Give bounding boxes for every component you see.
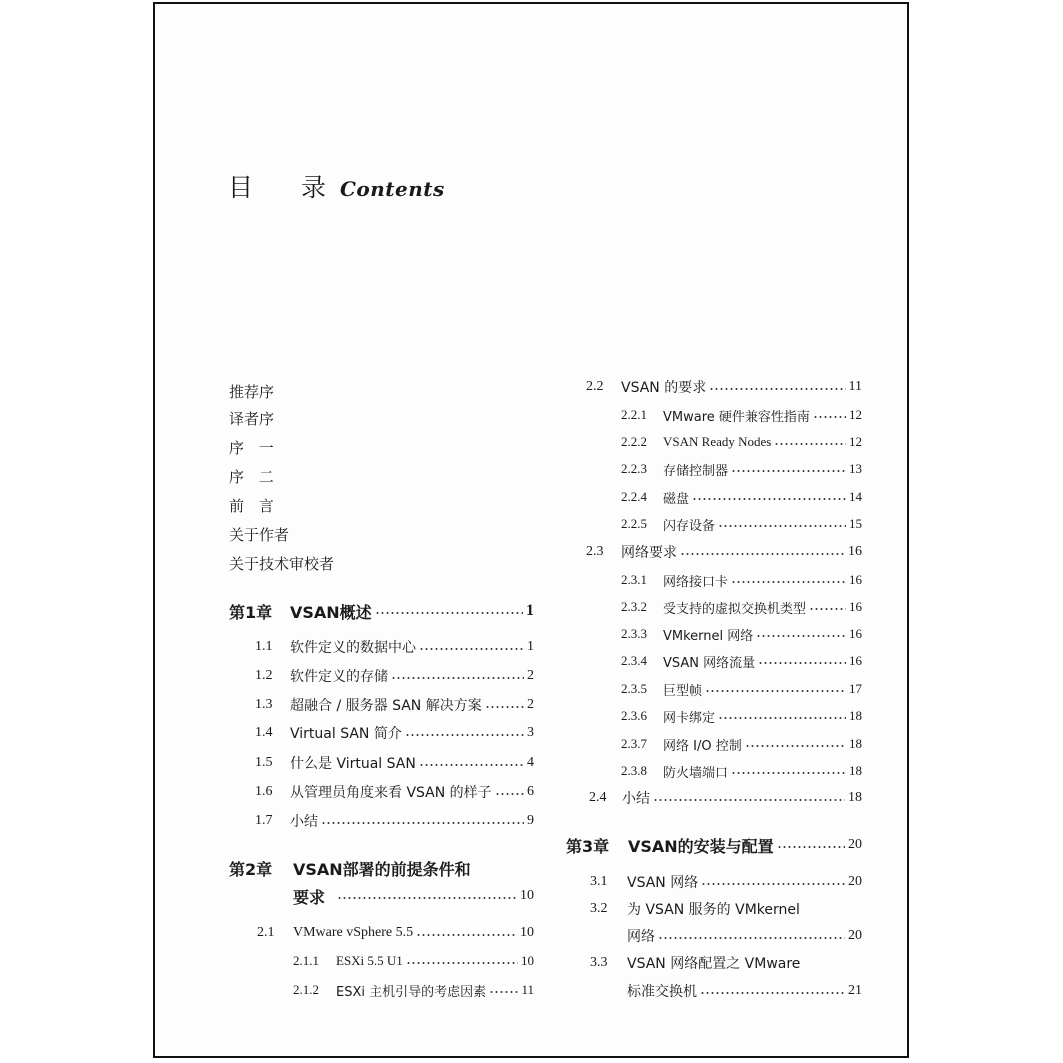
front-matter-item: 推荐序 xyxy=(229,383,275,401)
dot-leader xyxy=(705,680,846,698)
entry-number: 2.3.5 xyxy=(621,681,647,696)
dot-leader xyxy=(731,571,846,589)
toc-subentry xyxy=(621,406,862,424)
chapter-number: 第3章 xyxy=(566,836,610,856)
toc-entry xyxy=(255,753,534,773)
toc-title: 目 录 xyxy=(228,173,346,202)
entry-number: 2.2.4 xyxy=(621,489,647,504)
page-number: 16 xyxy=(849,653,862,668)
entry-title: 巨型帧 xyxy=(663,683,703,699)
toc-subentry xyxy=(621,433,862,451)
toc-entry xyxy=(586,377,862,397)
entry-number: 3.1 xyxy=(590,874,608,889)
page-number: 10 xyxy=(521,953,534,968)
toc-subentry xyxy=(621,652,862,670)
entry-title: 为 VSAN 服务的 VMkernel xyxy=(627,902,800,918)
front-matter-item: 序 二 xyxy=(229,468,274,486)
entry-number: 2.2.1 xyxy=(621,407,647,422)
front-matter-item: 序 一 xyxy=(229,439,274,457)
page-number: 16 xyxy=(849,599,862,614)
dot-leader xyxy=(756,625,846,643)
toc-subtitle: Contents xyxy=(339,177,445,201)
toc-subentry xyxy=(621,625,862,643)
dot-leader xyxy=(777,834,845,856)
entry-title: 小结 xyxy=(290,814,318,830)
entry-title: VMware vSphere 5.5 xyxy=(293,925,414,940)
page-number: 20 xyxy=(848,837,862,852)
dot-leader xyxy=(416,923,517,943)
entry-title: 从管理员角度来看 VSAN 的样子 xyxy=(290,785,492,801)
entry-title: VMware 硬件兼容性指南 xyxy=(663,409,810,425)
dot-leader xyxy=(731,762,846,780)
page-number: 9 xyxy=(527,813,534,828)
page-number: 15 xyxy=(849,516,862,531)
toc-entry xyxy=(257,923,534,943)
dot-leader xyxy=(485,695,524,715)
entry-number: 3.2 xyxy=(590,901,608,916)
dot-leader xyxy=(419,637,524,657)
entry-title: 闪存设备 xyxy=(663,518,716,534)
dot-leader xyxy=(809,598,846,616)
entry-number: 2.3 xyxy=(586,544,604,559)
entry-number: 2.3.3 xyxy=(621,626,647,641)
entry-number: 2.3.2 xyxy=(621,599,647,614)
entry-title: VMkernel 网络 xyxy=(663,628,754,644)
entry-number: 2.1.2 xyxy=(293,982,319,997)
dot-leader xyxy=(718,707,846,725)
entry-title: VSAN 网络配置之 VMware xyxy=(627,956,801,972)
toc-subentry xyxy=(293,952,534,970)
chapter-title: VSAN部署的前提条件和 xyxy=(293,859,471,879)
entry-title: VSAN 网络流量 xyxy=(663,655,756,671)
entry-number: 1.5 xyxy=(255,755,273,770)
entry-title: 防火墙端口 xyxy=(663,765,729,781)
chapter-title-continued: 要求 xyxy=(293,887,326,907)
toc-subentry xyxy=(621,680,862,698)
page-number: 3 xyxy=(527,725,534,740)
entry-title: 软件定义的存储 xyxy=(290,669,388,685)
page-number: 11 xyxy=(521,982,534,997)
toc-entry xyxy=(590,899,862,919)
entry-title: 存储控制器 xyxy=(663,463,729,479)
page-number: 2 xyxy=(527,697,534,712)
toc-subentry xyxy=(621,515,862,533)
entry-title: 软件定义的数据中心 xyxy=(290,640,416,656)
dot-leader xyxy=(718,515,846,533)
page-number: 10 xyxy=(520,888,534,903)
page-number: 16 xyxy=(848,544,862,559)
entry-number: 2.3.8 xyxy=(621,763,647,778)
toc-heading xyxy=(228,168,445,202)
entry-number: 2.2.2 xyxy=(621,434,647,449)
entry-number: 2.3.1 xyxy=(621,572,647,587)
entry-number: 2.1.1 xyxy=(293,953,319,968)
entry-title: VSAN 网络 xyxy=(627,875,699,891)
toc-subentry xyxy=(621,707,862,725)
dot-leader xyxy=(653,788,845,808)
toc-subentry xyxy=(621,488,862,506)
dot-leader xyxy=(489,981,518,999)
front-matter-item: 前 言 xyxy=(229,497,274,515)
page-number: 21 xyxy=(848,983,862,998)
toc-subentry xyxy=(621,735,862,753)
chapter-title: VSAN的安装与配置 xyxy=(628,836,774,856)
entry-number: 2.4 xyxy=(589,790,607,805)
toc-entry xyxy=(255,695,534,715)
entry-title: ESXi 主机引导的考虑因素 xyxy=(336,984,487,1000)
dot-leader xyxy=(745,735,846,753)
dot-leader xyxy=(405,723,524,743)
page-number: 13 xyxy=(849,461,862,476)
dot-leader xyxy=(391,666,524,686)
toc-entry xyxy=(589,788,862,808)
entry-number: 2.2.3 xyxy=(621,461,647,476)
entry-number: 1.2 xyxy=(255,668,273,683)
entry-title-continued: 标准交换机 xyxy=(627,984,697,1000)
toc-entry xyxy=(255,811,534,831)
toc-chapter-continued xyxy=(293,885,534,907)
dot-leader xyxy=(709,377,845,397)
page-number: 1 xyxy=(526,602,534,619)
dot-leader xyxy=(680,542,845,562)
page-number: 17 xyxy=(849,681,862,696)
page-number: 10 xyxy=(520,925,534,940)
dot-leader xyxy=(406,952,518,970)
entry-title: 网络 I/O 控制 xyxy=(663,738,742,754)
front-matter-item: 关于技术审校者 xyxy=(229,555,335,573)
entry-title: 网络要求 xyxy=(621,545,677,561)
entry-title: 什么是 Virtual SAN xyxy=(290,756,416,772)
page-number: 18 xyxy=(849,736,862,751)
toc-subentry xyxy=(621,571,862,589)
entry-number: 2.2.5 xyxy=(621,516,647,531)
entry-title: VSAN Ready Nodes xyxy=(663,434,772,449)
entry-title-continued: 网络 xyxy=(627,929,655,945)
toc-chapter xyxy=(229,857,534,879)
dot-leader xyxy=(321,811,524,831)
toc-entry xyxy=(255,637,534,657)
toc-subentry xyxy=(621,460,862,478)
toc-chapter xyxy=(229,600,534,622)
dot-leader xyxy=(337,885,517,907)
dot-leader xyxy=(692,488,846,506)
entry-title: 网卡绑定 xyxy=(663,710,716,726)
dot-leader xyxy=(700,981,845,1001)
toc-entry-continued xyxy=(627,981,862,1001)
entry-title: ESXi 5.5 U1 xyxy=(336,953,403,968)
toc-subentry xyxy=(293,981,534,999)
toc-chapter xyxy=(566,834,862,856)
page-number: 16 xyxy=(849,572,862,587)
page-number: 12 xyxy=(849,407,862,422)
toc-entry xyxy=(586,542,862,562)
dot-leader xyxy=(375,600,523,622)
toc-entry xyxy=(255,782,534,802)
dot-leader xyxy=(701,872,845,892)
dot-leader xyxy=(658,926,845,946)
entry-number: 3.3 xyxy=(590,955,608,970)
page-number: 2 xyxy=(527,668,534,683)
page-number: 18 xyxy=(849,763,862,778)
chapter-number: 第1章 xyxy=(229,602,273,622)
toc-entry-continued xyxy=(627,926,862,946)
page-number: 6 xyxy=(527,784,534,799)
toc-entry xyxy=(255,723,534,743)
page-number: 1 xyxy=(527,639,534,654)
chapter-title: VSAN概述 xyxy=(290,602,372,622)
toc-subentry xyxy=(621,762,862,780)
entry-number: 1.3 xyxy=(255,697,273,712)
dot-leader xyxy=(419,753,524,773)
entry-title: 超融合 / 服务器 SAN 解决方案 xyxy=(290,698,482,714)
page-number: 14 xyxy=(849,489,862,504)
page-number: 18 xyxy=(849,708,862,723)
entry-title: VSAN 的要求 xyxy=(621,380,707,396)
entry-title: 网络接口卡 xyxy=(663,574,729,590)
entry-number: 2.1 xyxy=(257,925,275,940)
entry-number: 2.3.4 xyxy=(621,653,647,668)
entry-number: 2.3.7 xyxy=(621,736,647,751)
entry-number: 2.3.6 xyxy=(621,708,647,723)
entry-title: 受支持的虚拟交换机类型 xyxy=(663,601,807,617)
page-number: 12 xyxy=(849,434,862,449)
chapter-number: 第2章 xyxy=(229,859,273,879)
dot-leader xyxy=(813,406,846,424)
page-number: 20 xyxy=(848,874,862,889)
entry-number: 1.1 xyxy=(255,639,273,654)
toc-entry xyxy=(590,953,862,973)
page-number: 11 xyxy=(848,379,862,394)
toc-subentry xyxy=(621,598,862,616)
entry-number: 1.7 xyxy=(255,813,273,828)
dot-leader xyxy=(495,782,524,802)
front-matter-item: 译者序 xyxy=(229,410,275,428)
dot-leader xyxy=(774,433,846,451)
entry-title: Virtual SAN 简介 xyxy=(290,726,402,742)
entry-title: 小结 xyxy=(622,791,650,807)
toc-entry xyxy=(255,666,534,686)
page-number: 20 xyxy=(848,928,862,943)
front-matter-item: 关于作者 xyxy=(229,526,290,544)
toc-entry xyxy=(590,872,862,892)
dot-leader xyxy=(758,652,846,670)
page-number: 4 xyxy=(527,755,534,770)
dot-leader xyxy=(731,460,846,478)
entry-number: 1.6 xyxy=(255,784,273,799)
entry-title: 磁盘 xyxy=(663,491,690,507)
entry-number: 1.4 xyxy=(255,725,273,740)
page-number: 18 xyxy=(848,790,862,805)
entry-number: 2.2 xyxy=(586,379,604,394)
page-number: 16 xyxy=(849,626,862,641)
